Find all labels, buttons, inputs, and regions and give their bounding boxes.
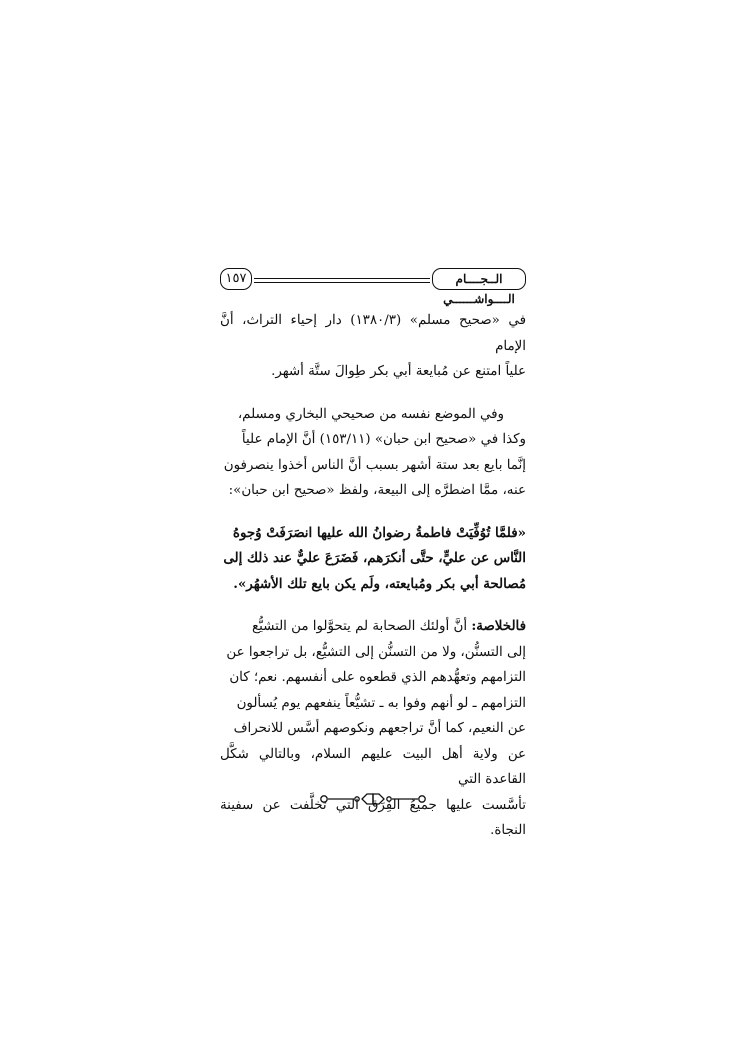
text-line: في «صحيح مسلم» (١٣٨٠/٣) دار إحياء التراث، أنَّ الإمام [220, 313, 526, 354]
text-line: مُصالحة أبي بكر ومُبايعته، ولَم يكن بايع تلك الأشهُر». [233, 575, 526, 592]
text-line: وفي الموضع نفسه من صحيحي البخاري ومسلم، [237, 406, 504, 422]
text-line: إنَّما بايع بعد ستة أشهر بسبب أنَّ الناس أخذوا ينصرفون [223, 457, 526, 473]
text-line: عن ولاية أهل البيت عليهم السلام، وبالتالي شكَّل القاعدة التي [220, 746, 526, 787]
text-line: علياً امتنع عن مُبايعة أبي بكر طِوالَ ستَّة أشهر. [271, 364, 526, 379]
conclusion-paragraph [220, 614, 526, 844]
end-ornament [318, 792, 428, 806]
text-line: التزامهم وتعهُّدهم الذي قطعوه على أنفسهم. نعم؛ كان [229, 670, 526, 685]
running-title: الــجــــام الــــواشــــــي [432, 268, 526, 290]
header-rule-thin [254, 282, 430, 283]
page-number: ١٥٧ [220, 268, 252, 290]
text-line: عنه، ممَّا اضطرَّه إلى البيعة، ولفظ «صحيح ابن حبان»: [228, 483, 526, 498]
header-rule [254, 278, 430, 279]
text-line: عن النعيم، كما أنَّ تراجعهم ونكوصهم أسَّس للانحراف [233, 721, 526, 736]
text-line: إلى التسنُّن، ولا من التسنُّن إلى التشيُّع، بل تراجعوا عن [226, 644, 526, 660]
conclusion-first-line: أنَّ أولئك الصحابة لم يتحوَّلوا من التشيُّع [251, 619, 468, 634]
conclusion-lead: فالخلاصة: [471, 618, 526, 634]
paragraph-2 [220, 402, 526, 504]
text-line [220, 614, 526, 640]
page-body [220, 308, 526, 844]
paragraph-1 [220, 308, 526, 385]
text-line: «فلمَّا تُوُفِّيَتْ فاطمةُ رضوانُ الله عليها انصَرَفَتْ وُجوهُ [232, 524, 526, 541]
text-line: النَّاس عن عليٍّ، حتَّى أنكرَهم، فَضَرَعَ عليٌّ عند ذلك إلى [223, 550, 526, 566]
page-header [220, 268, 526, 306]
quotation-paragraph [220, 521, 526, 598]
text-line: تأسَّست عليها جميعُ الفِرَق التي تخلَّفت عن سفينة النجاة. [220, 797, 526, 838]
text-line: التزامهم ـ لو أنهم وفوا به ـ تشيُّعاً ينفعهم يوم يُسألون [236, 695, 526, 711]
text-line: وكذا في «صحيح ابن حبان» (١٥٣/١١) أنَّ الإمام علياً [241, 432, 526, 447]
